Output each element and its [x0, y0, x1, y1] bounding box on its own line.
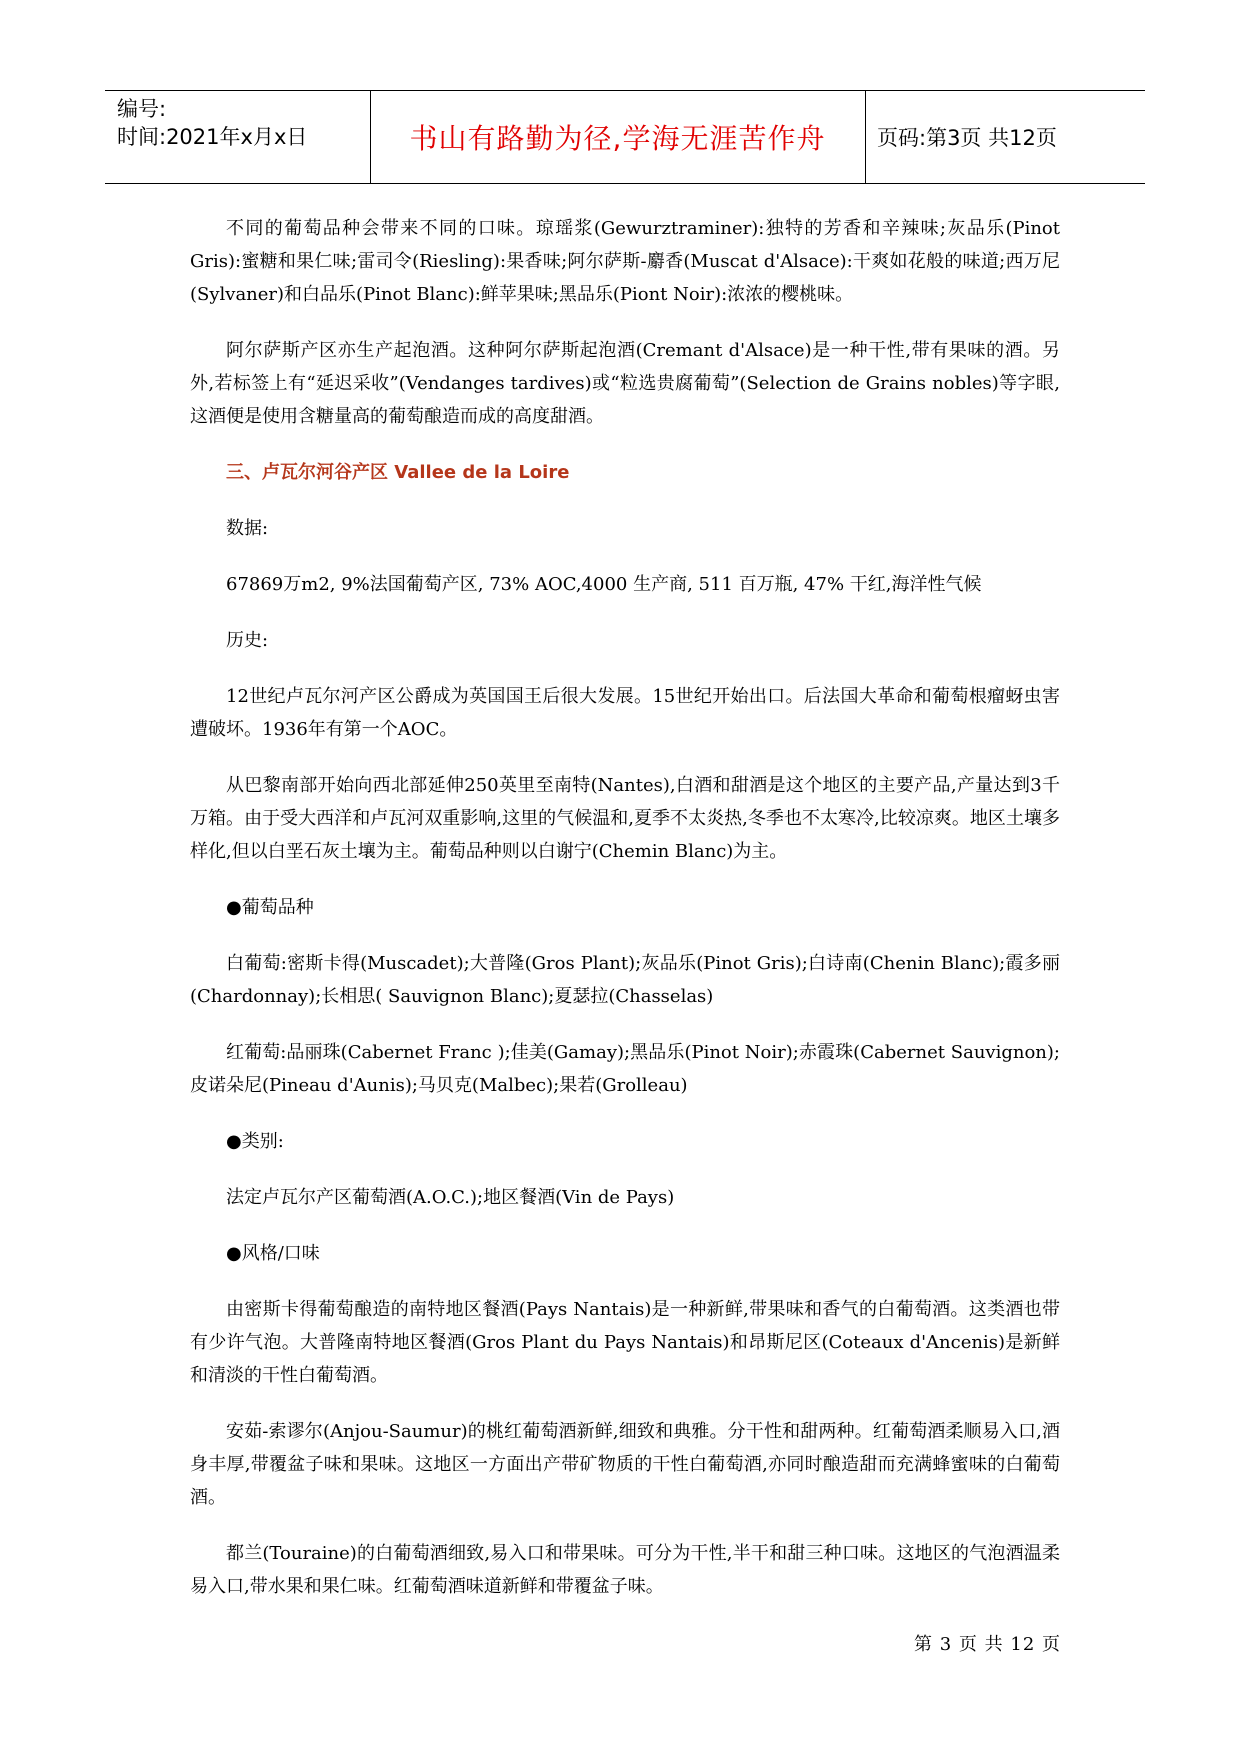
label-data: 数据: [226, 518, 269, 539]
document-time-label: 时间:2021年x月x日 [117, 125, 308, 149]
bullet-categories: ●类别: [226, 1131, 284, 1152]
paragraph-touraine: 都兰(Touraine)的白葡萄酒细致,易入口和带果味。可分为干性,半干和甜三种口味。这地区的气泡酒温柔易入口,带水果和果仁味。红葡萄酒味道新鲜和带覆盆子味。 [190, 1543, 1060, 1597]
header-motto: 书山有路勤为径,学海无涯苦作舟 [409, 122, 826, 155]
header-page-info: 页码:第3页 共12页 [877, 126, 1057, 150]
document-number-label: 编号: [117, 97, 167, 121]
paragraph-white-grapes: 白葡萄:密斯卡得(Muscadet);大普隆(Gros Plant);灰品乐(Pinot Gris);白诗南(Chenin Blanc);霞多丽(Chardonnay);长相思( Sauvignon Blanc);夏瑟拉(Chasselas) [190, 953, 1060, 1007]
paragraph-nantes-wine: 由密斯卡得葡萄酿造的南特地区餐酒(Pays Nantais)是一种新鲜,带果味和香气的白葡萄酒。这类酒也带有少许气泡。大普隆南特地区餐酒(Gros Plant du Pays Nantais)和昂斯尼区(Coteaux d'Ancenis)是新鲜和清淡的干性白葡萄酒。 [190, 1299, 1060, 1386]
header-page-cell [865, 91, 1145, 183]
page-footer: 第 3 页 共 12 页 [914, 1634, 1061, 1655]
paragraph-anjou-saumur: 安茹-索谬尔(Anjou-Saumur)的桃红葡萄酒新鲜,细致和典雅。分干性和甜两种。红葡萄酒柔顺易入口,酒身丰厚,带覆盆子味和果味。这地区一方面出产带矿物质的干性白葡萄酒,亦同时酿造甜而充满蜂蜜味的白葡萄酒。 [190, 1421, 1060, 1508]
bullet-style-taste: ●风格/口味 [226, 1243, 320, 1264]
paragraph-grape-flavors: 不同的葡萄品种会带来不同的口味。琼瑶浆(Gewurztraminer):独特的芳香和辛辣味;灰品乐(Pinot Gris):蜜糖和果仁味;雷司令(Riesling):果香味;阿尔萨斯-麝香(Muscat d'Alsace):干爽如花般的味道;西万尼(Sylvaner)和白品乐(Pinot Blanc):鲜苹果味;黑品乐(Piont Noir):浓浓的樱桃味。 [190, 218, 1060, 305]
paragraph-geography: 从巴黎南部开始向西北部延伸250英里至南特(Nantes),白酒和甜酒是这个地区的主要产品,产量达到3千万箱。由于受大西洋和卢瓦河双重影响,这里的气候温和,夏季不太炎热,冬季也不太寒冷,比较凉爽。地区土壤多样化,但以白垩石灰土壤为主。葡萄品种则以白谢宁(Chemin Blanc)为主。 [190, 775, 1060, 862]
paragraph-sparkling-wine: 阿尔萨斯产区亦生产起泡酒。这种阿尔萨斯起泡酒(Cremant d'Alsace)是一种干性,带有果味的酒。另外,若标签上有“延迟采收”(Vendanges tardives)或“粒选贵腐葡萄”(Selection de Grains nobles)等字眼,这酒便是使用含糖量高的葡萄酿造而成的高度甜酒。 [190, 340, 1060, 427]
paragraph-categories: 法定卢瓦尔产区葡萄酒(A.O.C.);地区餐酒(Vin de Pays) [226, 1187, 675, 1208]
page-header [105, 90, 1145, 184]
bullet-grape-varieties: ●葡萄品种 [226, 897, 314, 918]
paragraph-data-stats: 67869万m2, 9%法国葡萄产区, 73% AOC,4000 生产商, 511 百万瓶, 47% 干红,海洋性气候 [226, 574, 982, 595]
section-heading-loire: 三、卢瓦尔河谷产区 Vallee de la Loire [226, 462, 570, 483]
header-motto-cell [370, 91, 866, 183]
header-left-cell [105, 91, 371, 183]
label-history: 历史: [226, 630, 269, 651]
paragraph-red-grapes: 红葡萄:品丽珠(Cabernet Franc );佳美(Gamay);黑品乐(Pinot Noir);赤霞珠(Cabernet Sauvignon);皮诺朵尼(Pineau d'Aunis);马贝克(Malbec);果若(Grolleau) [190, 1042, 1060, 1096]
document-body [190, 212, 1060, 1626]
paragraph-history: 12世纪卢瓦尔河产区公爵成为英国国王后很大发展。15世纪开始出口。后法国大革命和葡萄根瘤蚜虫害遭破坏。1936年有第一个AOC。 [190, 686, 1060, 740]
